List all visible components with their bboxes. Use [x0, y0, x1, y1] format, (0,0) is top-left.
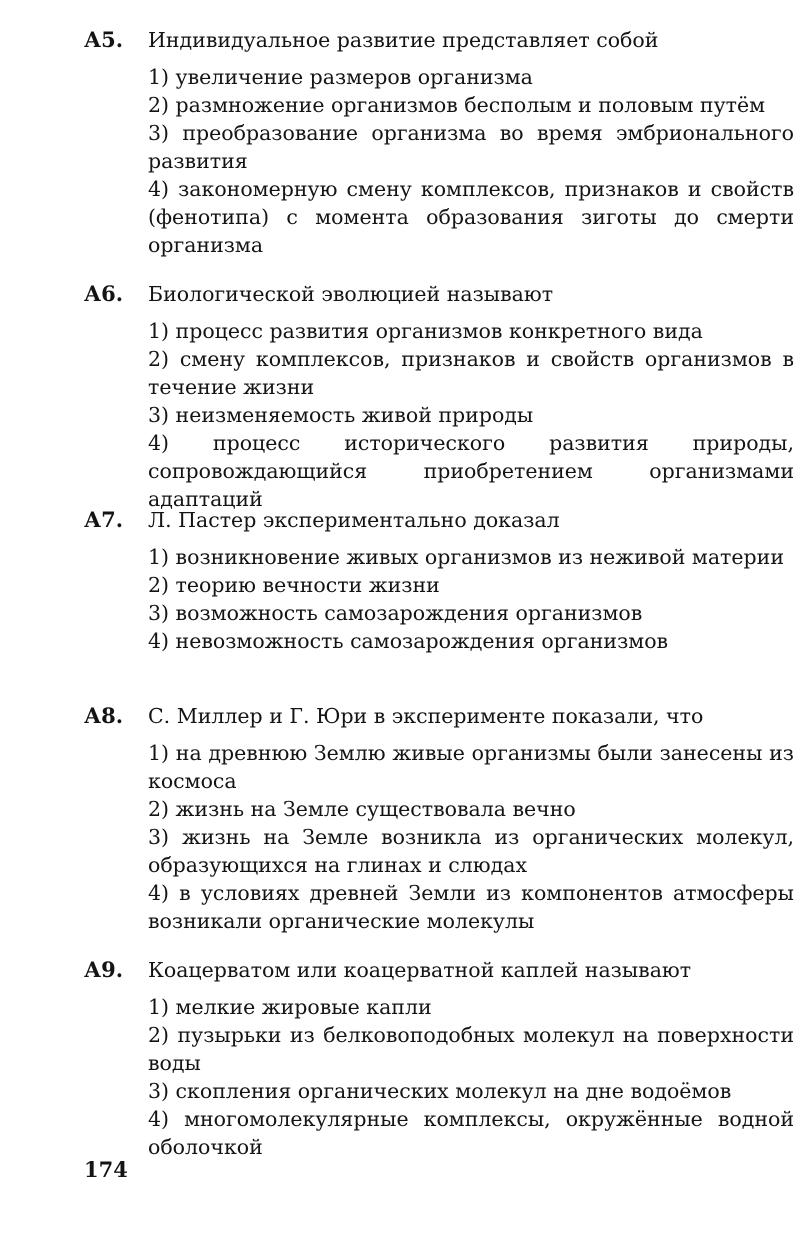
answer-option: 1) возникновение живых организмов из неживой материи — [148, 545, 784, 569]
answer-options — [148, 317, 794, 513]
answer-option: 3) жизнь на Земле возникла из органических молекул, образующихся на глинах и слюдах — [148, 825, 794, 877]
answer-option: 1) увеличение размеров организма — [148, 65, 533, 89]
question-number: А7. — [84, 507, 124, 532]
answer-option: 2) смену комплексов, признаков и свойств организмов в течение жизни — [148, 347, 794, 399]
answer-option: 4) в условиях древней Земли из компонентов атмосферы возникали органические молекулы — [148, 881, 794, 933]
question-text: Индивидуальное развитие представляет собой — [148, 28, 659, 52]
answer-options — [148, 543, 794, 655]
answer-option: 1) на древнюю Землю живые организмы были занесены из космоса — [148, 741, 794, 793]
question-number: А8. — [84, 703, 124, 728]
answer-option: 2) размножение организмов бесполым и половым путём — [148, 93, 766, 117]
answer-option: 3) скопления органических молекул на дне водоёмов — [148, 1079, 732, 1103]
question-text: Биологической эволюцией называют — [148, 282, 554, 306]
question-text: Коацерватом или коацерватной каплей называют — [148, 958, 692, 982]
answer-option: 2) жизнь на Земле существовала вечно — [148, 797, 576, 821]
answer-option: 3) неизменяемость живой природы — [148, 403, 534, 427]
question-text: С. Миллер и Г. Юри в эксперименте показали, что — [148, 704, 704, 728]
answer-option: 2) пузырьки из белковоподобных молекул на поверхности воды — [148, 1023, 794, 1075]
answer-option: 3) преобразование организма во время эмбрионального развития — [148, 121, 794, 173]
answer-option: 1) мелкие жировые капли — [148, 995, 432, 1019]
answer-option: 1) процесс развития организмов конкретного вида — [148, 319, 703, 343]
answer-option: 4) процесс исторического развития природы, сопровождающийся приобретением организмами адаптаций — [148, 431, 794, 511]
question-number: А9. — [84, 957, 124, 982]
answer-option: 2) теорию вечности жизни — [148, 573, 440, 597]
question-text: Л. Пастер экспериментально доказал — [148, 508, 560, 532]
question-number: А5. — [84, 27, 124, 52]
answer-options — [148, 739, 794, 935]
answer-option: 4) невозможность самозарождения организмов — [148, 629, 669, 653]
page-number: 174 — [84, 1157, 128, 1182]
question-number: А6. — [84, 281, 124, 306]
answer-options — [148, 63, 794, 259]
answer-options — [148, 993, 794, 1161]
answer-option: 4) закономерную смену комплексов, признаков и свойств (фенотипа) с момента образования зиготы до смерти организма — [148, 177, 794, 257]
answer-option: 3) возможность самозарождения организмов — [148, 601, 643, 625]
answer-option: 4) многомолекулярные комплексы, окружённые водной оболочкой — [148, 1107, 794, 1159]
